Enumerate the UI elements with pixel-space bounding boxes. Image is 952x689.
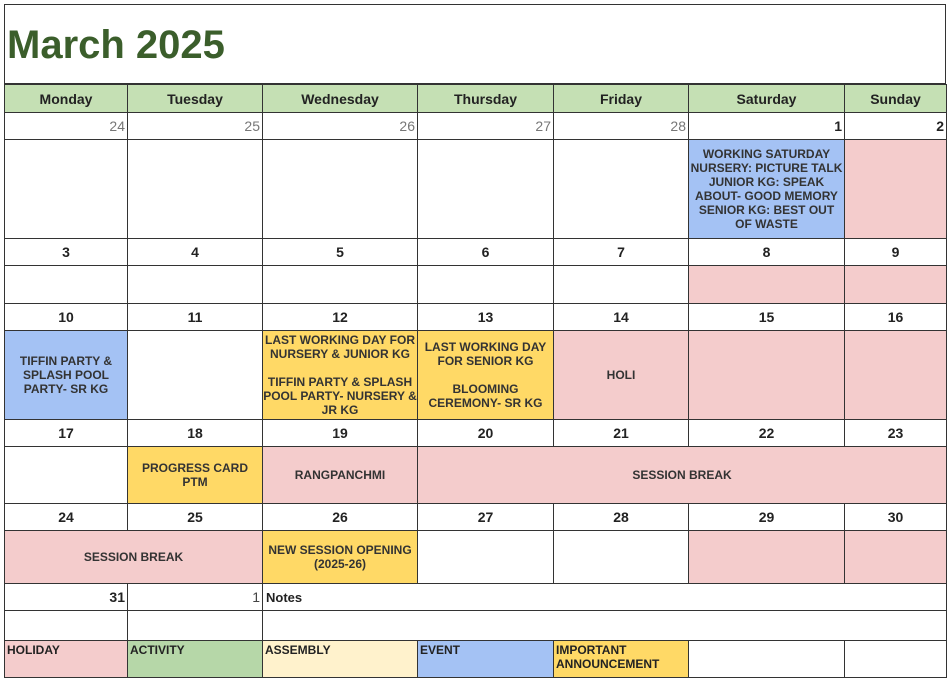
legend-holiday: HOLIDAY xyxy=(5,641,128,678)
event-cell xyxy=(128,331,263,420)
event-cell xyxy=(128,611,263,641)
event-cell xyxy=(5,611,128,641)
event-text: LAST WORKING DAY FOR NURSERY & JUNIOR KG xyxy=(264,333,415,361)
event-cell xyxy=(5,447,128,504)
weekday-tuesday: Tuesday xyxy=(128,85,263,113)
legend-empty xyxy=(845,641,947,678)
week-2-dates xyxy=(5,239,947,266)
calendar-grid xyxy=(4,84,947,678)
date-cell: 2 xyxy=(845,113,947,140)
date-cell: 26 xyxy=(263,504,418,531)
event-cell xyxy=(418,531,554,584)
date-cell: 7 xyxy=(554,239,689,266)
date-cell: 15 xyxy=(689,304,845,331)
event-holi: HOLI xyxy=(554,331,689,420)
event-text: LAST WORKING DAY FOR SENIOR KG xyxy=(424,340,547,368)
date-cell: 8 xyxy=(689,239,845,266)
spacer xyxy=(263,361,417,375)
date-cell: 25 xyxy=(128,113,263,140)
date-cell: 1 xyxy=(128,584,263,611)
week-4-dates xyxy=(5,420,947,447)
week-3-events xyxy=(5,331,947,420)
legend-empty xyxy=(689,641,845,678)
date-cell: 4 xyxy=(128,239,263,266)
weekday-thursday: Thursday xyxy=(418,85,554,113)
date-cell: 13 xyxy=(418,304,554,331)
date-cell: 21 xyxy=(554,420,689,447)
event-text: TIFFIN PARTY & SPLASH POOL PARTY- NURSERY & JR KG xyxy=(263,375,417,417)
title-bar xyxy=(4,4,946,84)
holiday-cell xyxy=(845,531,947,584)
date-cell: 9 xyxy=(845,239,947,266)
calendar-page xyxy=(4,4,948,681)
event-cell xyxy=(263,266,418,304)
week-3-dates xyxy=(5,304,947,331)
legend-assembly: ASSEMBLY xyxy=(263,641,418,678)
event-cell xyxy=(128,140,263,239)
weekday-sunday: Sunday xyxy=(845,85,947,113)
event-working-saturday: WORKING SATURDAY NURSERY: PICTURE TALK JUNIOR KG: SPEAK ABOUT- GOOD MEMORY SENIOR KG: BEST OUT OF WASTE xyxy=(689,140,845,239)
date-cell: 27 xyxy=(418,113,554,140)
event-cell xyxy=(128,266,263,304)
week-6-events xyxy=(5,611,947,641)
weekday-saturday: Saturday xyxy=(689,85,845,113)
date-cell: 11 xyxy=(128,304,263,331)
date-cell: 10 xyxy=(5,304,128,331)
event-session-break: SESSION BREAK xyxy=(418,447,947,504)
event-cell xyxy=(5,266,128,304)
date-cell: 24 xyxy=(5,504,128,531)
notes-label: Notes xyxy=(263,584,947,611)
holiday-cell xyxy=(845,331,947,420)
date-cell: 28 xyxy=(554,113,689,140)
legend-activity: ACTIVITY xyxy=(128,641,263,678)
date-cell: 31 xyxy=(5,584,128,611)
event-cell xyxy=(5,140,128,239)
date-cell: 12 xyxy=(263,304,418,331)
event-rangpanchmi: RANGPANCHMI xyxy=(263,447,418,504)
event-session-break: SESSION BREAK xyxy=(5,531,263,584)
page-title: March 2025 xyxy=(7,23,225,67)
event-cell xyxy=(263,140,418,239)
week-4-events xyxy=(5,447,947,504)
date-cell: 30 xyxy=(845,504,947,531)
date-cell: 26 xyxy=(263,113,418,140)
date-cell: 16 xyxy=(845,304,947,331)
spacer xyxy=(418,368,553,382)
date-cell: 29 xyxy=(689,504,845,531)
date-cell: 3 xyxy=(5,239,128,266)
week-1-dates xyxy=(5,113,947,140)
event-cell xyxy=(554,266,689,304)
weekday-monday: Monday xyxy=(5,85,128,113)
date-cell: 20 xyxy=(418,420,554,447)
week-6-dates xyxy=(5,584,947,611)
holiday-cell xyxy=(845,266,947,304)
weekday-friday: Friday xyxy=(554,85,689,113)
date-cell: 23 xyxy=(845,420,947,447)
legend-important-announcement: IMPORTANT ANNOUNCEMENT xyxy=(554,641,689,678)
date-cell: 24 xyxy=(5,113,128,140)
event-new-session-opening: NEW SESSION OPENING (2025-26) xyxy=(263,531,418,584)
date-cell: 28 xyxy=(554,504,689,531)
event-cell xyxy=(418,266,554,304)
event-cell xyxy=(418,140,554,239)
date-cell: 17 xyxy=(5,420,128,447)
week-5-dates xyxy=(5,504,947,531)
notes-area[interactable] xyxy=(263,611,947,641)
date-cell: 18 xyxy=(128,420,263,447)
holiday-cell xyxy=(689,331,845,420)
event-progress-card-ptm: PROGRESS CARD PTM xyxy=(128,447,263,504)
weekday-header-row xyxy=(5,85,947,113)
event-last-day-nursery xyxy=(263,331,418,420)
date-cell: 6 xyxy=(418,239,554,266)
weekday-wednesday: Wednesday xyxy=(263,85,418,113)
date-cell: 22 xyxy=(689,420,845,447)
legend-row xyxy=(5,641,947,678)
week-1-events xyxy=(5,140,947,239)
date-cell: 25 xyxy=(128,504,263,531)
date-cell: 14 xyxy=(554,304,689,331)
holiday-cell xyxy=(689,266,845,304)
date-cell: 19 xyxy=(263,420,418,447)
date-cell: 5 xyxy=(263,239,418,266)
week-5-events xyxy=(5,531,947,584)
holiday-cell xyxy=(689,531,845,584)
legend-event: EVENT xyxy=(418,641,554,678)
event-last-day-senior xyxy=(418,331,554,420)
week-2-events xyxy=(5,266,947,304)
event-tiffin-party-sr-kg: TIFFIN PARTY & SPLASH POOL PARTY- SR KG xyxy=(5,331,128,420)
event-cell xyxy=(554,140,689,239)
holiday-cell xyxy=(845,140,947,239)
event-text: BLOOMING CEREMONY- SR KG xyxy=(428,382,543,410)
date-cell: 27 xyxy=(418,504,554,531)
date-cell: 1 xyxy=(689,113,845,140)
event-cell xyxy=(554,531,689,584)
